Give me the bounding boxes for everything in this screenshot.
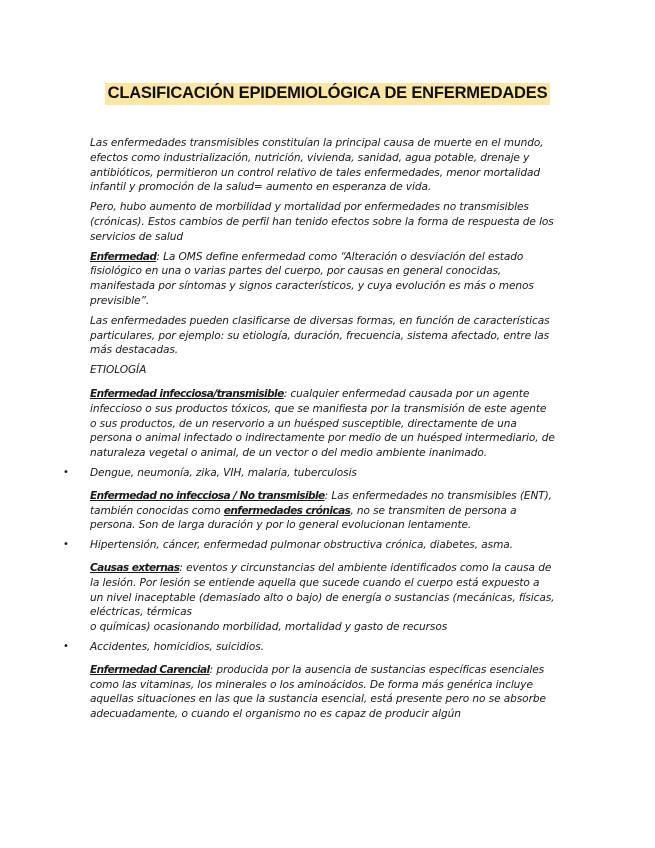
bullet-dot: • [63,640,69,652]
term-carencial: Enfermedad Carencial [90,663,210,676]
bullet-dot: • [63,466,69,478]
causas-externas-text: : eventos y circunstancias del ambiente identificados como la causa de la lesión. Por lesión se entiende aquella que sucede cuando el cuerpo está expuesto a un nivel inaceptable (demasiado alto o bajo) de energía o sustancias (mecánicas, físicas, eléctricas, térmicas [90,561,555,619]
bullet-item-lesiones-examples [63,640,555,655]
document-body [63,136,555,727]
carencial-text: : producida por la ausencia de sustancias específicas esenciales como las vitaminas, los minerales o los aminoácidos. De forma más genérica incluye aquellas situaciones en las que la sustancia esencial, está presente pero no se absorbe adecuadamente, o cuando el organismo no es capaz de producir algún [90,663,546,721]
section-heading-etiologia: ETIOLOGÍA [90,364,147,377]
bullet-text: Accidentes, homicidios, suicidios. [90,640,264,653]
bullet-dot: • [63,539,69,551]
paragraph-intro: Las enfermedades transmisibles constituían la principal causa de muerte en el mundo, efectos como industrialización, nutrición, vivienda, sanidad, agua potable, drenaje y antibióticos, permitieron un control relativo de tales enfermedades, menor mortalidad infantil y promoción de la salud= aumento en esperanza de vida. [90,137,544,194]
paragraph-causas-externas-cont: o químicas) ocasionando morbilidad, mortalidad y gasto de recursos [90,621,448,634]
definition-text: : La OMS define enfermedad como “Alteración o desviación del estado fisiológico en una o varias partes del cuerpo, por causas en general conocidas, manifestada por síntomas y signos característicos, y cuya evolución es más o menos previsible”. [90,250,534,307]
bullet-text: Dengue, neumonía, zika, VIH, malaria, tuberculosis [90,466,357,479]
paragraph-morbidity: Pero, hubo aumento de morbilidad y mortalidad por enfermedades no transmisibles (crónicas). Estos cambios de perfil han tenido efectos sobre la forma de respuesta de los servicios de salud [90,201,554,243]
paragraph-infecciosa [90,387,555,461]
page-title: CLASIFICACIÓN EPIDEMIOLÓGICA DE ENFERMEDADES [105,83,551,105]
no-transmisible-text-a: : Las enfermedades no transmisibles (ENT), también conocidas como [90,489,552,517]
paragraph-definition [90,250,555,309]
bullet-item-cronicas-examples [63,538,555,553]
term-cronicas: enfermedades crónicas [223,504,351,517]
term-infecciosa: Enfermedad infecciosa/transmisible [90,387,284,400]
paragraph-carencial [90,663,555,722]
term-no-transmisible: Enfermedad no infecciosa / No transmisible [90,489,325,502]
term-causas-externas: Causas externas [90,561,180,574]
bullet-item-infecciosa-examples [63,466,555,481]
title-container [0,83,655,105]
infecciosa-text: : cualquier enfermedad causada por un agente infeccioso o sus productos tóxicos, que se manifiesta por la transmisión de este agente o sus productos, de un reservorio a un huésped susceptible, directamente de una persona o animal infectado o indirectamente por medio de un huésped intermediario, de naturaleza vegetal o animal, de un vector o del medio ambiente inanimado. [90,387,555,460]
bullet-text: Hipertensión, cáncer, enfermedad pulmonar obstructiva crónica, diabetes, asma. [90,539,513,552]
paragraph-no-transmisible [90,489,555,533]
term-enfermedad: Enfermedad [90,250,157,263]
no-transmisible-text-b: , no se transmiten de persona a persona. Son de larga duración y por lo general evolucionan lentamente. [90,504,517,532]
paragraph-causas-externas [90,561,555,620]
paragraph-classification: Las enfermedades pueden clasificarse de diversas formas, en función de características particulares, por ejemplo: su etiología, duración, frecuencia, sistema afectado, entre las más destacadas. [90,314,550,357]
